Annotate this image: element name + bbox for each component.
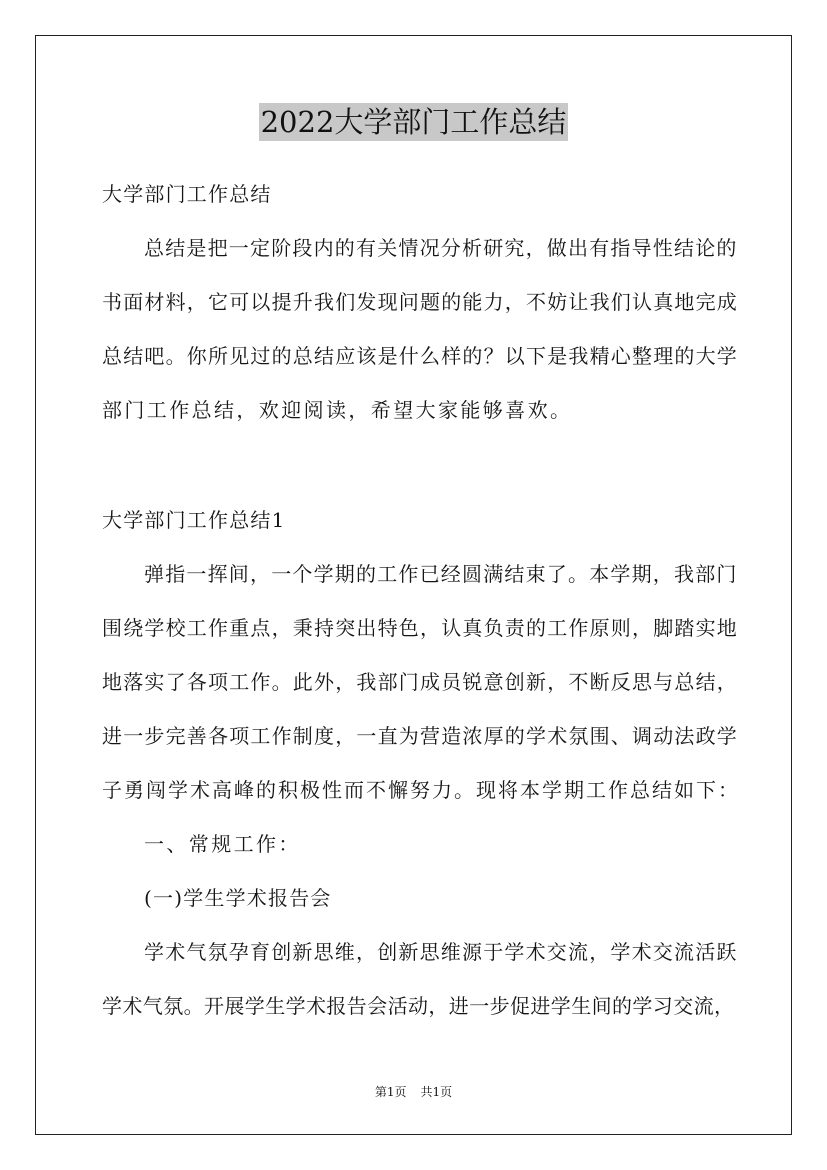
subheading: 一、常规工作：	[144, 832, 301, 856]
body-line: 子勇闯学术高峰的积极性而不懈努力。现将本学期工作总结如下：	[102, 778, 740, 802]
intro-line: 部门工作总结，欢迎阅读，希望大家能够喜欢。	[102, 398, 573, 422]
body-line: 学术气氛。开展学生学术报告会活动，进一步促进学生间的学习交流，	[102, 994, 735, 1018]
body-line: 进一步完善各项工作制度，一直为营造浓厚的学术氛围、调动法政学	[102, 724, 738, 748]
subheading: (一)学生学术报告会	[144, 886, 332, 910]
section-heading: 大学部门工作总结1	[102, 508, 286, 532]
body-line: 学术气氛孕育创新思维，创新思维源于学术交流，学术交流活跃	[144, 940, 738, 964]
body-line: 地落实了各项工作。此外，我部门成员锐意创新，不断反思与总结，	[102, 670, 738, 694]
title-container	[0, 103, 827, 141]
page-number: 第1页	[374, 1085, 407, 1099]
body-line: 弹指一挥间，一个学期的工作已经圆满结束了。本学期，我部门	[144, 562, 738, 586]
intro-line: 书面材料，它可以提升我们发现问题的能力，不妨让我们认真地完成	[102, 290, 738, 314]
page-footer	[0, 1084, 827, 1100]
document-subtitle: 大学部门工作总结	[102, 182, 272, 206]
document-title: 2022大学部门工作总结	[260, 105, 567, 139]
page-total: 共1页	[420, 1085, 453, 1099]
intro-line: 总结吧。你所见过的总结应该是什么样的？以下是我精心整理的大学	[102, 344, 738, 368]
body-line: 围绕学校工作重点，秉持突出特色，认真负责的工作原则，脚踏实地	[102, 616, 738, 640]
intro-line: 总结是把一定阶段内的有关情况分析研究，做出有指导性结论的	[144, 236, 738, 260]
